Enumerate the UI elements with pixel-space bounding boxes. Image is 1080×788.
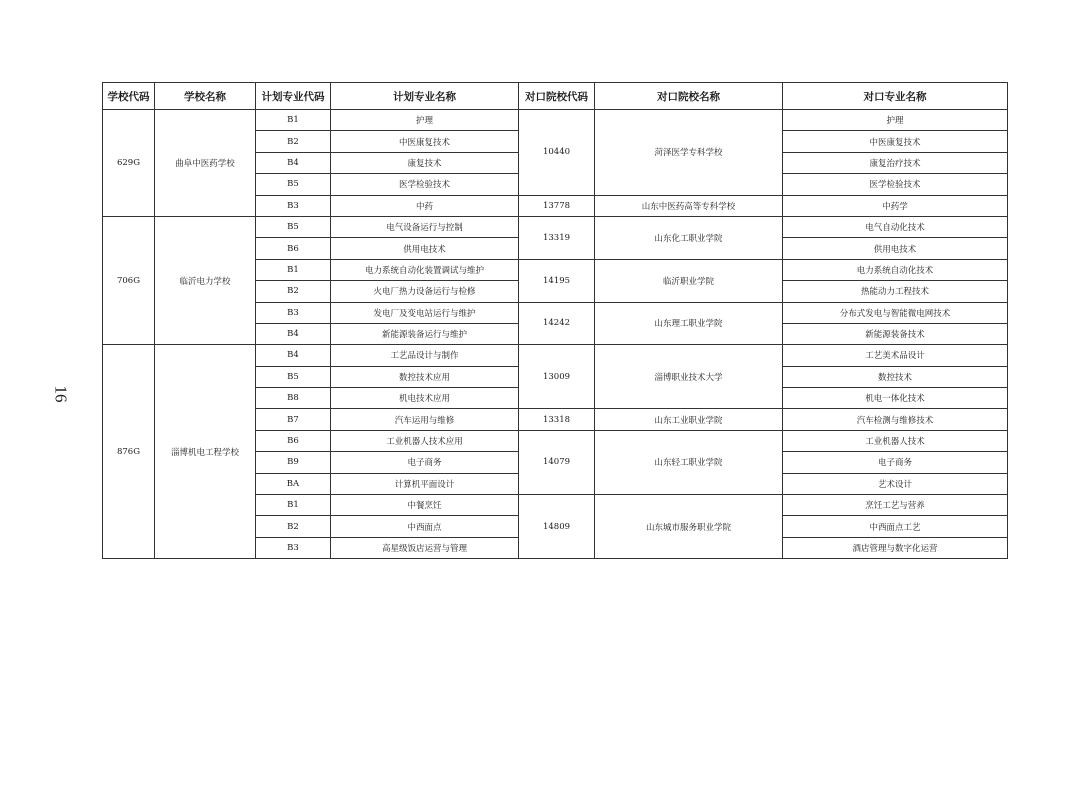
target-major-cell: 数控技术 [783,366,1008,387]
target-major-cell: 护理 [783,110,1008,131]
header-plan-code: 计划专业代码 [256,83,331,110]
plan-code-cell: B2 [256,516,331,537]
plan-name-cell: 中西面点 [331,516,519,537]
plan-name-cell: 新能源装备运行与维护 [331,323,519,344]
plan-code-cell: B2 [256,131,331,152]
college-code-cell: 14809 [519,495,595,559]
target-major-cell: 工业机器人技术 [783,430,1008,451]
college-name-cell: 山东化工职业学院 [595,216,783,259]
plan-name-cell: 康复技术 [331,152,519,173]
plan-name-cell: 中医康复技术 [331,131,519,152]
target-major-cell: 烹饪工艺与营养 [783,495,1008,516]
plan-code-cell: B8 [256,388,331,409]
plan-name-cell: 电子商务 [331,452,519,473]
college-name-cell: 山东工业职业学院 [595,409,783,430]
plan-name-cell: 火电厂热力设备运行与检修 [331,281,519,302]
plan-code-cell: B6 [256,430,331,451]
school-name-cell: 曲阜中医药学校 [155,110,256,217]
college-code-cell: 14195 [519,259,595,302]
table-row [103,216,1008,237]
plan-name-cell: 汽车运用与维修 [331,409,519,430]
target-major-cell: 康复治疗技术 [783,152,1008,173]
target-major-cell: 工艺美术品设计 [783,345,1008,366]
target-major-cell: 汽车检测与维修技术 [783,409,1008,430]
target-major-cell: 电力系统自动化技术 [783,259,1008,280]
header-row [103,83,1008,110]
plan-name-cell: 中餐烹饪 [331,495,519,516]
plan-name-cell: 中药 [331,195,519,216]
plan-name-cell: 护理 [331,110,519,131]
college-code-cell: 13778 [519,195,595,216]
plan-name-cell: 计算机平面设计 [331,473,519,494]
plan-code-cell: B4 [256,323,331,344]
plan-name-cell: 供用电技术 [331,238,519,259]
school-code-cell: 629G [103,110,155,217]
college-code-cell: 13319 [519,216,595,259]
target-major-cell: 机电一体化技术 [783,388,1008,409]
target-major-cell: 供用电技术 [783,238,1008,259]
college-name-cell: 菏泽医学专科学校 [595,110,783,196]
plan-code-cell: B3 [256,537,331,558]
target-major-cell: 新能源装备技术 [783,323,1008,344]
plan-code-cell: B1 [256,110,331,131]
school-code-cell: 706G [103,216,155,344]
plan-code-cell: B7 [256,409,331,430]
plan-code-cell: B9 [256,452,331,473]
plan-name-cell: 高星级饭店运营与管理 [331,537,519,558]
school-name-cell: 淄博机电工程学校 [155,345,256,559]
plan-code-cell: B1 [256,259,331,280]
target-major-cell: 中药学 [783,195,1008,216]
header-target-major: 对口专业名称 [783,83,1008,110]
plan-code-cell: B5 [256,366,331,387]
plan-name-cell: 工业机器人技术应用 [331,430,519,451]
target-major-cell: 分布式发电与智能微电网技术 [783,302,1008,323]
page-number: 16 [51,385,71,403]
plan-name-cell: 医学检验技术 [331,174,519,195]
target-major-cell: 艺术设计 [783,473,1008,494]
plan-name-cell: 数控技术应用 [331,366,519,387]
college-code-cell: 14242 [519,302,595,345]
plan-name-cell: 电气设备运行与控制 [331,216,519,237]
plan-code-cell: B5 [256,174,331,195]
plan-name-cell: 工艺品设计与制作 [331,345,519,366]
header-school-name: 学校名称 [155,83,256,110]
college-code-cell: 10440 [519,110,595,196]
target-major-cell: 中西面点工艺 [783,516,1008,537]
target-major-cell: 酒店管理与数字化运营 [783,537,1008,558]
college-name-cell: 临沂职业学院 [595,259,783,302]
college-code-cell: 13009 [519,345,595,409]
college-code-cell: 14079 [519,430,595,494]
plan-code-cell: B1 [256,495,331,516]
plan-code-cell: B3 [256,195,331,216]
school-name-cell: 临沂电力学校 [155,216,256,344]
target-major-cell: 医学检验技术 [783,174,1008,195]
table-row [103,110,1008,131]
target-major-cell: 热能动力工程技术 [783,281,1008,302]
admission-table [102,82,1008,559]
plan-name-cell: 机电技术应用 [331,388,519,409]
college-code-cell: 13318 [519,409,595,430]
plan-code-cell: B2 [256,281,331,302]
plan-code-cell: B3 [256,302,331,323]
table-body [103,110,1008,559]
plan-code-cell: B5 [256,216,331,237]
target-major-cell: 电子商务 [783,452,1008,473]
target-major-cell: 中医康复技术 [783,131,1008,152]
school-code-cell: 876G [103,345,155,559]
college-name-cell: 山东轻工职业学院 [595,430,783,494]
target-major-cell: 电气自动化技术 [783,216,1008,237]
plan-code-cell: B4 [256,345,331,366]
college-name-cell: 淄博职业技术大学 [595,345,783,409]
college-name-cell: 山东中医药高等专科学校 [595,195,783,216]
plan-name-cell: 发电厂及变电站运行与维护 [331,302,519,323]
plan-code-cell: B6 [256,238,331,259]
table-row [103,345,1008,366]
plan-code-cell: BA [256,473,331,494]
header-college-code: 对口院校代码 [519,83,595,110]
plan-code-cell: B4 [256,152,331,173]
college-name-cell: 山东理工职业学院 [595,302,783,345]
header-plan-name: 计划专业名称 [331,83,519,110]
plan-name-cell: 电力系统自动化装置调试与维护 [331,259,519,280]
college-name-cell: 山东城市服务职业学院 [595,495,783,559]
header-school-code: 学校代码 [103,83,155,110]
header-college-name: 对口院校名称 [595,83,783,110]
